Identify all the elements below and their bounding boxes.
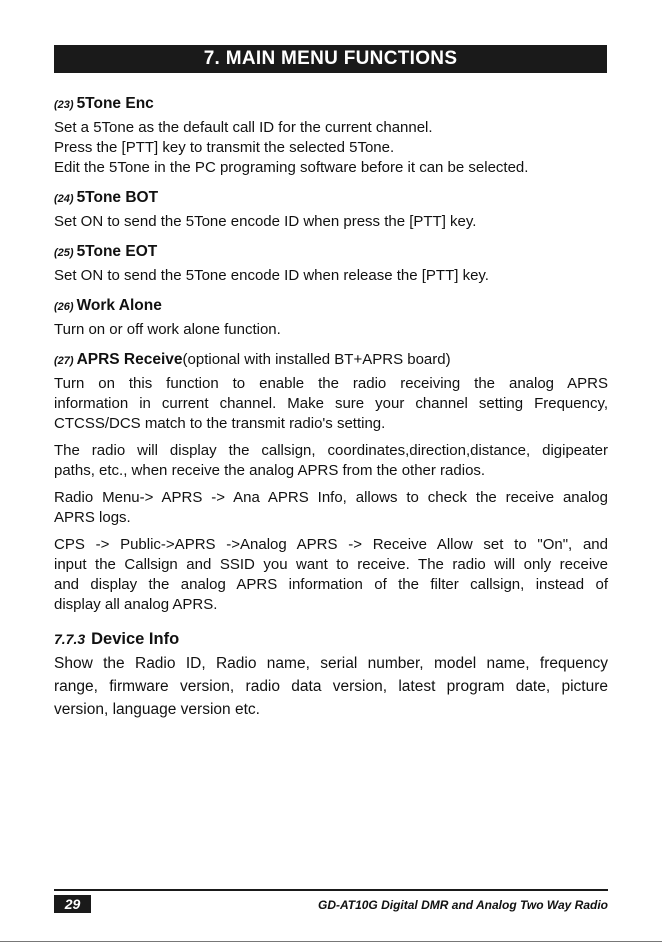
section-title: APRS Receive (76, 351, 183, 368)
text-line: APRS logs. (54, 509, 131, 526)
text-line: Radio Menu-> APRS -> Ana APRS Info, allows to check the receive analog (54, 489, 608, 506)
section-heading (54, 94, 608, 115)
footer-divider (54, 889, 608, 891)
paragraph (54, 535, 608, 615)
text-line: Turn on or off work alone function. (54, 321, 281, 338)
section-number: 7.7.3 (54, 631, 86, 647)
page-content (54, 94, 608, 731)
section-5tone-enc (54, 94, 608, 178)
section-heading (54, 350, 608, 371)
footer-title: GD-AT10G Digital DMR and Analog Two Way Radio (317, 898, 608, 912)
page-title: 7. MAIN MENU FUNCTIONS (54, 45, 607, 73)
text-line: Set ON to send the 5Tone encode ID when press the [PTT] key. (54, 213, 477, 230)
text-line: paths, etc., when receive the analog APRS from the other radios. (54, 462, 486, 479)
text-line: The radio will display the callsign, coordinates,direction,distance, digipeater (54, 442, 608, 459)
section-heading (54, 296, 608, 317)
text-line: CPS -> Public->APRS ->Analog APRS -> Receive Allow set to "On", and (54, 536, 608, 553)
section-title-note: (optional with installed BT+APRS board) (182, 351, 451, 368)
section-heading (54, 242, 608, 263)
section-number: (23) (54, 99, 74, 111)
section-work-alone (54, 296, 608, 340)
text-line: version, language version etc. (54, 701, 260, 718)
section-number: (27) (54, 355, 74, 367)
paragraph (54, 488, 608, 528)
text-line: display all analog APRS. (54, 596, 218, 613)
section-5tone-bot (54, 188, 608, 232)
page-edge-divider (0, 941, 662, 942)
section-title: 5Tone BOT (76, 189, 159, 206)
section-5tone-eot (54, 242, 608, 286)
text-line: information in current channel. Make sure your channel setting Frequency, (54, 395, 608, 412)
text-line: Show the Radio ID, Radio name, serial number, model name, frequency (54, 655, 608, 672)
text-line: and display the analog APRS information of the filter callsign, instead of (54, 576, 608, 593)
paragraph (54, 374, 608, 434)
text-line: Set ON to send the 5Tone encode ID when release the [PTT] key. (54, 267, 489, 284)
text-line: input the Callsign and SSID you want to receive. The radio will only receive (54, 556, 608, 573)
text-line: Edit the 5Tone in the PC programing software before it can be selected. (54, 159, 529, 176)
section-heading (54, 629, 608, 649)
paragraph (54, 441, 608, 481)
section-number: (25) (54, 247, 74, 259)
section-number: (24) (54, 193, 74, 205)
section-number: (26) (54, 301, 74, 313)
text-line: range, firmware version, radio data version, latest program date, picture (54, 678, 608, 695)
section-title: Work Alone (76, 297, 162, 314)
text-line: CTCSS/DCS match to the transmit radio's setting. (54, 415, 386, 432)
text-line: Press the [PTT] key to transmit the selected 5Tone. (54, 139, 395, 156)
page-number: 29 (54, 895, 91, 913)
section-title: 5Tone Enc (76, 95, 154, 112)
text-line: Set a 5Tone as the default call ID for the current channel. (54, 119, 433, 136)
section-aprs-receive (54, 350, 608, 615)
section-title: Device Info (91, 630, 180, 648)
section-device-info (54, 629, 608, 721)
section-title: 5Tone EOT (76, 243, 158, 260)
section-heading (54, 188, 608, 209)
text-line: Turn on this function to enable the radio receiving the analog APRS (54, 375, 608, 392)
